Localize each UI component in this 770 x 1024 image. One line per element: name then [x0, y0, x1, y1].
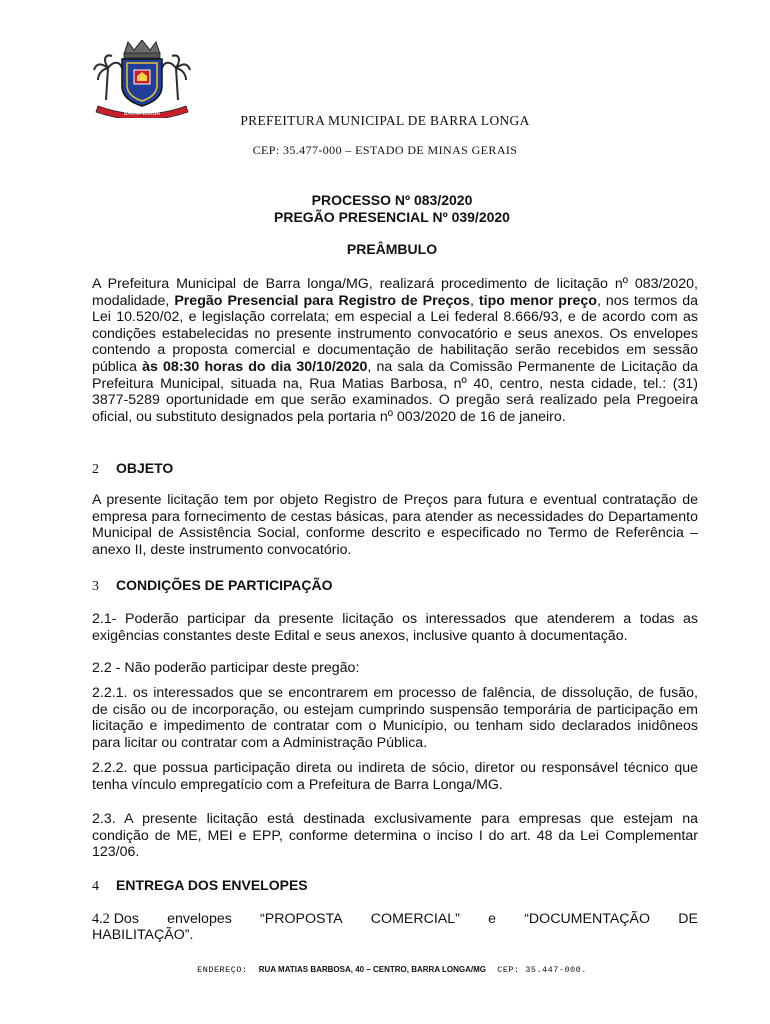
section-number: 3 — [92, 579, 99, 594]
clause-2-1: 2.1- Poderão participar da presente licitação os interessados que atenderem a todas as exigências constantes deste Edital e seus anexos, inclusive quanto à documentação. — [92, 611, 698, 644]
section-title: ENTREGA DOS ENVELOPES — [116, 877, 308, 893]
preamble-paragraph — [92, 276, 698, 425]
pregao-title: PREGÃO PRESENCIAL Nº 039/2020 — [274, 209, 510, 225]
section-title: OBJETO — [116, 460, 174, 476]
preamble-text-3: , nos termos da Lei 10.520/02, e legislação correlata; em especial a Lei federal 8.666/93, e de acordo com as condições estabelecidas no presente instrumento convocatório e seus anexos. Os envelopes contendo a proposta comercial e documentação de habilitação serão recebidos em sessão pública — [92, 292, 698, 375]
clause-2-2: 2.2 - Não poderão participar deste pregão: — [92, 660, 360, 676]
section-objeto-heading — [92, 460, 173, 478]
word: “PROPOSTA — [260, 911, 343, 927]
clause-4-2-first-line — [92, 911, 698, 928]
clause-2-2-1: 2.2.1. os interessados que se encontrarem em processo de falência, de dissolução, de fusão, de cisão ou de incorporação, ou estejam cumprindo suspensão temporária de participação em licitação e impedimento de contratar com o Município, ou tenham sido declarados inidôneos para licitar ou contratar com a Administração Pública. — [92, 685, 698, 751]
word: DE — [678, 911, 698, 927]
word: envelopes — [167, 911, 232, 927]
preamble-text-4: , na sala da Comissão Permanente de Licitação da Prefeitura Municipal, situada na, Rua Matias Barbosa, nº 40, centro, nesta cidade, tel.: (31) 3877-5289 oportunidade em que serão examinados. O pregão será realizado pela Pregoeira oficial, ou substituto designados pela portaria nº 003/2020 de 16 de janeiro. — [92, 358, 698, 425]
preamble-bold-datetime: às 08:30 horas do dia 30/10/2020 — [142, 358, 368, 375]
section-condicoes-heading — [92, 577, 333, 595]
preamble-bold-type: tipo menor preço — [478, 292, 597, 309]
preamble-bold-modality: Pregão Presencial para Registro de Preços — [174, 292, 470, 309]
preamble-text-2: , — [469, 292, 479, 309]
municipal-crest-logo — [92, 40, 192, 118]
word: Dos — [113, 911, 139, 927]
word: “DOCUMENTAÇÃO — [524, 911, 651, 927]
clause-number: 4.2 — [92, 911, 110, 927]
section-number: 4 — [92, 879, 99, 894]
word: e — [488, 911, 496, 927]
page-footer — [0, 965, 770, 975]
clause-4-2-lead — [92, 911, 139, 928]
clause-2-3: 2.3. A presente licitação está destinada exclusivamente para empresas que estejam na condição de ME, MEI e EPP, conforme determina o inciso I do art. 48 da Lei Complementar 123/06. — [92, 811, 698, 861]
processo-title: PROCESSO Nº 083/2020 — [311, 192, 473, 208]
clause-4-2-second-line: HABILITAÇÃO”. — [92, 927, 194, 943]
preambulo-title: PREÂMBULO — [346, 241, 438, 257]
section-number: 2 — [92, 462, 99, 477]
objeto-paragraph: A presente licitação tem por objeto Registro de Preços para futura e eventual contratação de empresa para fornecimento de cestas básicas, para atender as necessidades do Departamento Municipal de Assistência Social, conforme descrito e especificado no Termo de Referência – anexo II, deste instrumento convocatório. — [92, 492, 698, 558]
crest-motto: BARRA LONGA — [123, 111, 161, 117]
footer-label: ENDEREÇO: — [197, 965, 248, 975]
preamble-text-1: A Prefeitura Municipal de Barra longa/MG, realizará procedimento de licitação nº 083/2020, modalidade, — [92, 276, 698, 309]
section-entrega-heading — [92, 877, 308, 895]
cep-state-line: CEP: 35.477-000 – ESTADO DE MINAS GERAIS — [252, 143, 518, 157]
footer-cep: CEP: 35.447-000. — [497, 965, 587, 975]
word: COMERCIAL” — [370, 911, 460, 927]
footer-address: RUA MATIAS BARBOSA, 40 – CENTRO, BARRA LONGA/MG — [258, 965, 487, 974]
section-title: CONDIÇÕES DE PARTICIPAÇÃO — [116, 577, 333, 593]
clause-2-2-2: 2.2.2. que possua participação direta ou indireta de sócio, diretor ou responsável técnico que tenha vínculo empregatício com a Prefeitura de Barra Longa/MG. — [92, 760, 698, 793]
municipality-heading: PREFEITURA MUNICIPAL DE BARRA LONGA — [240, 113, 530, 128]
